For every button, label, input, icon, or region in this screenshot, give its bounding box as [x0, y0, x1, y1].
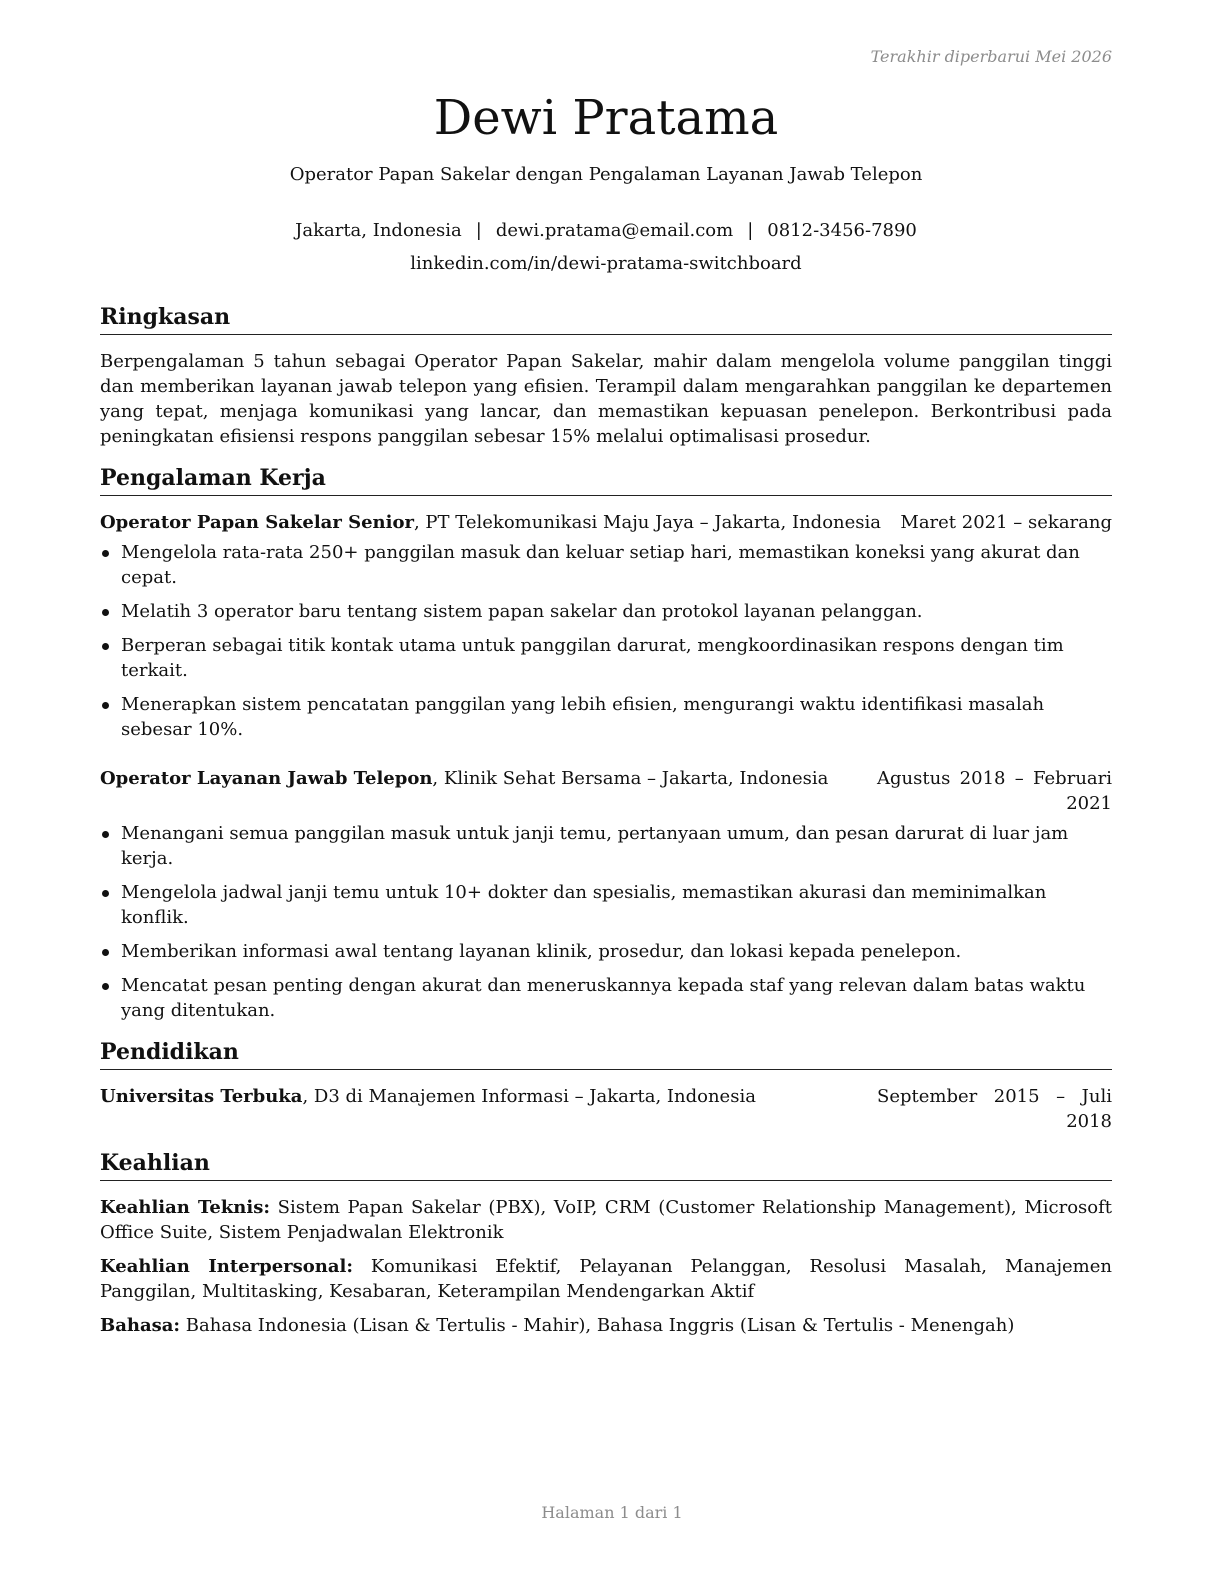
degree-detail: , D3 di Manajemen Informasi – Jakarta, Indonesia: [302, 1086, 756, 1107]
summary-section: [100, 302, 1112, 449]
skills-section: [100, 1148, 1112, 1338]
list-item: Berperan sebagai titik kontak utama untuk panggilan darurat, mengkoordinasikan respons dengan tim terkait.: [100, 633, 1112, 683]
last-updated-note: Terakhir diperbarui Mei 2026: [870, 47, 1112, 66]
job-title-line: [100, 510, 900, 535]
job-role: Operator Papan Sakelar Senior: [100, 512, 414, 533]
skill-line-technical: [100, 1195, 1112, 1245]
education-dates: September 2015 – Juli 2018: [877, 1086, 1112, 1132]
job-title-line: [100, 766, 877, 791]
job-dates: Maret 2021 – sekarang: [900, 512, 1112, 533]
skill-line-language: [100, 1313, 1112, 1338]
skill-label: Keahlian Interpersonal:: [100, 1256, 353, 1277]
list-item: Menerapkan sistem pencatatan panggilan yang lebih efisien, mengurangi waktu identifikasi masalah sebesar 10%.: [100, 692, 1112, 742]
section-title-education: Pendidikan: [100, 1037, 1112, 1070]
resume-body: [100, 302, 1112, 1352]
job-bullets: [100, 540, 1112, 742]
education-entry: [100, 1084, 1112, 1134]
education-line: [100, 1084, 877, 1109]
linkedin-link[interactable]: linkedin.com/in/dewi-pratama-switchboard: [410, 253, 802, 274]
skill-label: Bahasa:: [100, 1315, 181, 1336]
summary-text: Berpengalaman 5 tahun sebagai Operator Papan Sakelar, mahir dalam mengelola volume panggilan tinggi dan memberikan layanan jawab telepon yang efisien. Terampil dalam mengarahkan panggilan ke departemen yang tepat, menjaga komunikasi yang lancar, dan memastikan kepuasan penelepon. Berkontribusi pada peningkatan efisiensi respons panggilan sebesar 15% melalui optimalisasi prosedur.: [100, 351, 1112, 447]
skill-text: Sistem Papan Sakelar (PBX), VoIP, CRM (Customer Relationship Management), Microsoft Office Suite, Sistem Penjadwalan Elektronik: [100, 1197, 1112, 1243]
job-role: Operator Layanan Jawab Telepon: [100, 768, 433, 789]
candidate-name: Dewi Pratama: [433, 90, 779, 146]
location-text: Jakarta, Indonesia: [295, 220, 462, 241]
list-item: Mengelola rata-rata 250+ panggilan masuk dan keluar setiap hari, memastikan koneksi yang akurat dan cepat.: [100, 540, 1112, 590]
job-bullets: [100, 821, 1112, 1023]
skill-line-interpersonal: [100, 1254, 1112, 1304]
section-title-skills: Keahlian: [100, 1148, 1112, 1181]
job-entry: [100, 510, 1112, 742]
email-link[interactable]: dewi.pratama@email.com: [495, 220, 734, 241]
phone-text: 0812-3456-7890: [767, 220, 917, 241]
skill-text: Bahasa Indonesia (Lisan & Tertulis - Mahir), Bahasa Inggris (Lisan & Tertulis - Menengah): [180, 1315, 1015, 1336]
school-name: Universitas Terbuka: [100, 1086, 303, 1107]
section-title-summary: Ringkasan: [100, 302, 1112, 335]
list-item: Menangani semua panggilan masuk untuk janji temu, pertanyaan umum, dan pesan darurat di luar jam kerja.: [100, 821, 1112, 871]
education-section: [100, 1037, 1112, 1134]
skill-label: Keahlian Teknis:: [100, 1197, 270, 1218]
section-title-experience: Pengalaman Kerja: [100, 463, 1112, 496]
contact-separator: |: [475, 220, 482, 241]
list-item: Melatih 3 operator baru tentang sistem papan sakelar dan protokol layanan pelanggan.: [100, 599, 1112, 624]
list-item: Mengelola jadwal janji temu untuk 10+ dokter dan spesialis, memastikan akurasi dan meminimalkan konflik.: [100, 880, 1112, 930]
job-company: , Klinik Sehat Bersama – Jakarta, Indonesia: [432, 768, 829, 789]
experience-section: [100, 463, 1112, 1023]
skill-text: Komunikasi Efektif, Pelayanan Pelanggan, Resolusi Masalah, Manajemen Panggilan, Multitasking, Kesabaran, Keterampilan Mendengarkan Aktif: [100, 1256, 1112, 1302]
contact-info: [100, 214, 1112, 247]
job-entry: [100, 766, 1112, 1023]
job-header: [100, 766, 1112, 816]
list-item: Memberikan informasi awal tentang layanan klinik, prosedur, dan lokasi kepada penelepon.: [100, 939, 1112, 964]
list-item: Mencatat pesan penting dengan akurat dan meneruskannya kepada staf yang relevan dalam batas waktu yang ditentukan.: [100, 973, 1112, 1023]
job-dates: Agustus 2018 – Februari 2021: [877, 768, 1112, 814]
job-company: , PT Telekomunikasi Maju Jaya – Jakarta, Indonesia: [413, 512, 882, 533]
job-header: [100, 510, 1112, 535]
contact-separator: |: [747, 220, 754, 241]
page-number: Halaman 1 dari 1: [541, 1503, 683, 1522]
headline-tagline: Operator Papan Sakelar dengan Pengalaman Layanan Jawab Telepon: [289, 164, 923, 185]
resume-header: [100, 88, 1112, 280]
